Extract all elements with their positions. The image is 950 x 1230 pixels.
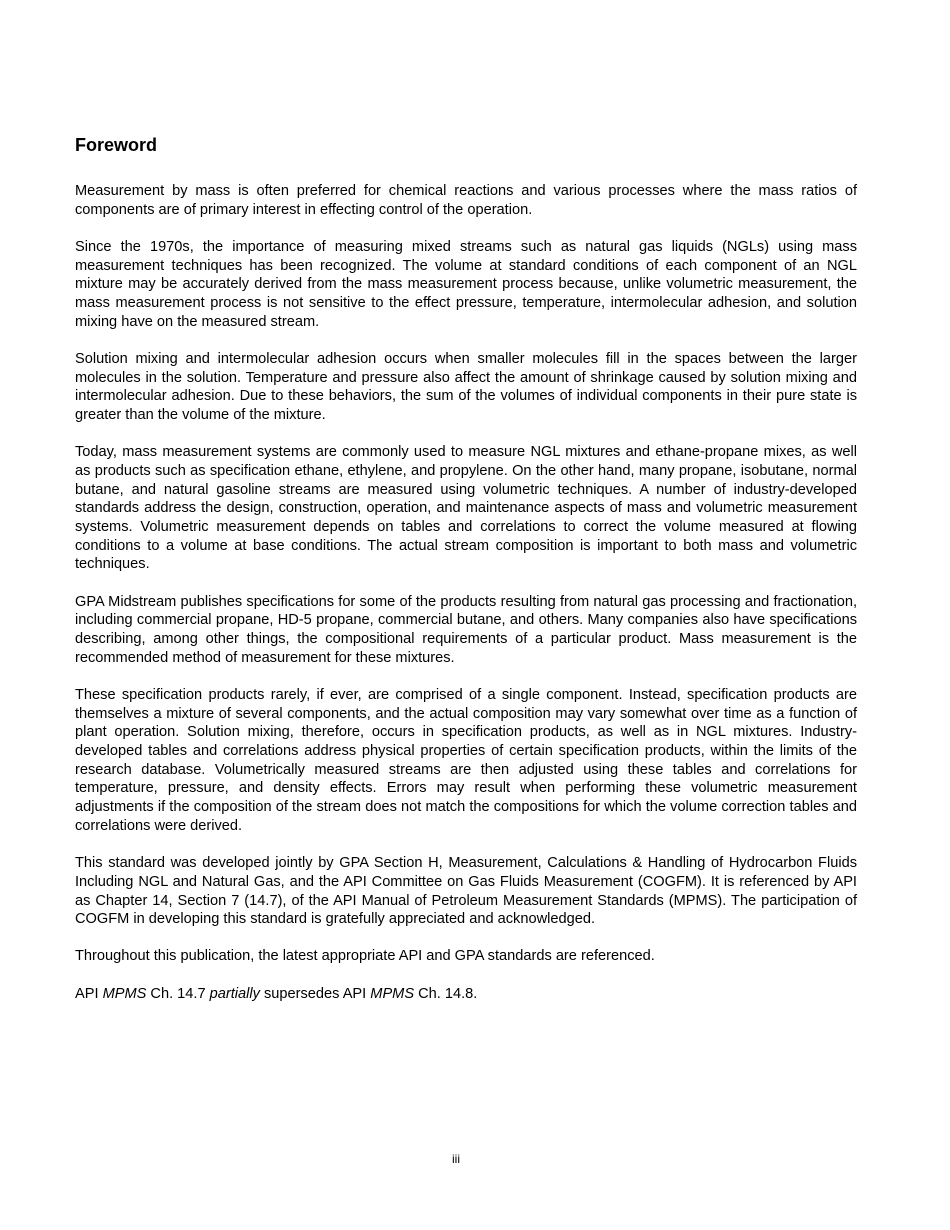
supersedes-partially: partially: [209, 985, 260, 1002]
supersedes-text-4: Ch. 14.8.: [414, 985, 478, 1002]
supersedes-mpms-1: MPMS: [102, 985, 147, 1002]
page-number: iii: [452, 1152, 460, 1166]
supersedes-mpms-2: MPMS: [370, 985, 415, 1002]
foreword-heading: Foreword: [75, 135, 158, 155]
document-page: [75, 134, 857, 1022]
paragraph-5: GPA Midstream publishes specifications for some of the products resulting from natural gas processing and fractionation, including commercial propane, HD-5 propane, commercial butane, and others. Many companies also have specifications describing, among other things, the compositional requirements of a particular product. Mass measurement is the recommended method of measurement for these mixtures.: [75, 593, 857, 666]
supersedes-statement: [75, 985, 857, 1004]
paragraph-4: Today, mass measurement systems are commonly used to measure NGL mixtures and ethane-propane mixes, as well as products such as specification ethane, ethylene, and propylene. On the other hand, many propane, isobutane, normal butane, and natural gasoline streams are measured using volumetric techniques. A number of industry-developed standards address the design, construction, operation, and maintenance aspects of mass and volumetric measurement systems. Volumetric measurement depends on tables and correlations to correct the volume measured at flowing conditions to a volume at base conditions. The actual stream composition is important to both mass and volumetric techniques.: [75, 444, 857, 573]
supersedes-text-2: Ch. 14.7: [146, 985, 210, 1002]
paragraph-7: This standard was developed jointly by GPA Section H, Measurement, Calculations & Handling of Hydrocarbon Fluids Including NGL and Natural Gas, and the API Committee on Gas Fluids Measurement (COGFM). It is referenced by API as Chapter 14, Section 7 (14.7), of the API Manual of Petroleum Measurement Standards (MPMS). The participation of COGFM in developing this standard is gratefully appreciated and acknowledged.: [75, 855, 857, 928]
paragraph-3: Solution mixing and intermolecular adhesion occurs when smaller molecules fill in the spaces between the larger molecules in the solution. Temperature and pressure also affect the amount of shrinkage caused by solution mixing and intermolecular adhesion. Due to these behaviors, the sum of the volumes of individual components in their pure state is greater than the volume of the mixture.: [75, 350, 857, 424]
supersedes-text-1: API: [75, 985, 103, 1002]
supersedes-text-3: supersedes API: [259, 985, 371, 1002]
paragraph-8: Throughout this publication, the latest appropriate API and GPA standards are referenced.: [75, 948, 655, 965]
paragraph-2: Since the 1970s, the importance of measuring mixed streams such as natural gas liquids (NGLs) using mass measurement techniques has been recognized. The volume at standard conditions of each component of an NGL mixture may be accurately derived from the mass measurement process because, unlike volumetric measurement, the mass measurement process is not sensitive to the effect pressure, temperature, intermolecular adhesion, and solution mixing have on the measured stream.: [75, 238, 857, 330]
paragraph-6: These specification products rarely, if ever, are comprised of a single component. Instead, specification products are themselves a mixture of several components, and the actual composition may vary somewhat over time as a function of plant operation. Solution mixing, therefore, occurs in specification products, as well as in NGL mixtures. Industry-developed tables and correlations address physical properties of certain specification products, within the limits of the research database. Volumetrically measured streams are then adjusted using these tables and correlations for temperature, pressure, and density effects. Errors may result when performing these volumetric measurement adjustments if the composition of the stream does not match the compositions for which the volume correction tables and correlations were derived.: [75, 686, 857, 834]
paragraph-1: Measurement by mass is often preferred for chemical reactions and various processes where the mass ratios of components are of primary interest in effecting control of the operation.: [75, 183, 857, 218]
